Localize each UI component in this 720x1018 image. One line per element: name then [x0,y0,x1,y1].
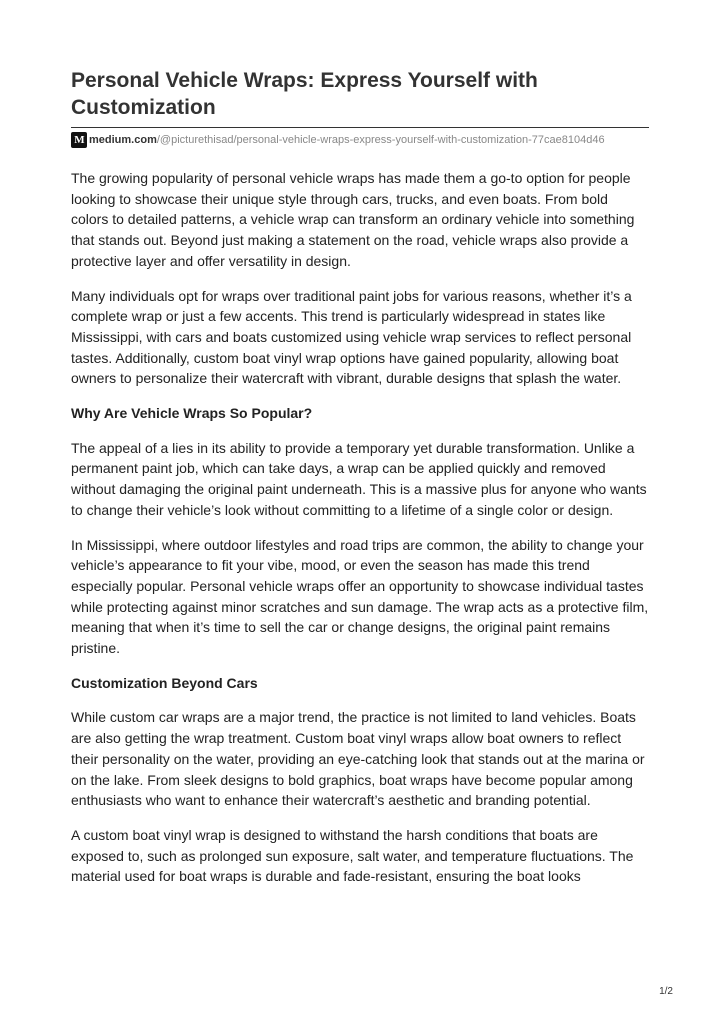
title-divider [71,127,649,128]
paragraph: The growing popularity of personal vehicle wraps has made them a go-to option for people looking to showcase their unique style through cars, trucks, and even boats. From bold colors to detailed patterns, a vehicle wrap can transform an ordinary vehicle into something that stands out. Beyond just making a statement on the road, vehicle wraps also provide a protective layer and offer versatility in design. [71,170,635,269]
section-heading: Why Are Vehicle Wraps So Popular? [71,405,313,422]
page-title: Personal Vehicle Wraps: Express Yourself with Customization [71,69,538,119]
source-path[interactable]: /@picturethisad/personal-vehicle-wraps-express-yourself-with-customization-77cae8104d46 [156,134,605,146]
paragraph: In Mississippi, where outdoor lifestyles and road trips are common, the ability to change your vehicle’s appearance to fit your vibe, mood, or even the season has made this trend especially popular. Personal vehicle wraps offer an opportunity to showcase individual tastes while protecting against minor scratches and sun damage. The wrap acts as a protective film, meaning that when it’s time to sell the car or change designs, the original paint remains pristine. [71,536,649,657]
paragraph: While custom car wraps are a major trend, the practice is not limited to land vehicles. Boats are also getting the wrap treatment. Custom boat vinyl wraps allow boat owners to reflect their personality on the water, providing an eye-catching look that stands out at the marina or on the lake. From sleek designs to bold graphics, boat wraps have become popular among enthusiasts who want to enhance their watercraft’s aesthetic and branding potential. [71,709,645,809]
article-body [71,168,649,901]
paragraph: A custom boat vinyl wrap is designed to withstand the harsh conditions that boats are exposed to, such as prolonged sun exposure, salt water, and temperature fluctuations. The material used for boat wraps is durable and fade-resistant, ensuring the boat looks [71,826,634,885]
paragraph: The appeal of a lies in its ability to provide a temporary yet durable transformation. Unlike a permanent paint job, which can take days, a wrap can be applied quickly and removed without damaging the original paint underneath. This is a massive plus for anyone who wants to change their vehicle’s look without committing to a lifetime of a single color or design. [71,439,647,518]
source-domain[interactable]: medium.com [89,134,157,146]
page-number: 1/2 [659,986,673,997]
medium-logo-icon: M [71,132,87,148]
paragraph: Many individuals opt for wraps over traditional paint jobs for various reasons, whether it’s a complete wrap or just a few accents. This trend is particularly widespread in states like Mississippi, with cars and boats customized using vehicle wrap services to reflect personal tastes. Additionally, custom boat vinyl wrap options have gained popularity, allowing boat owners to personalize their watercraft with vibrant, durable designs that splash the water. [71,287,632,387]
section-heading: Customization Beyond Cars [71,674,258,691]
source-line [71,132,605,148]
